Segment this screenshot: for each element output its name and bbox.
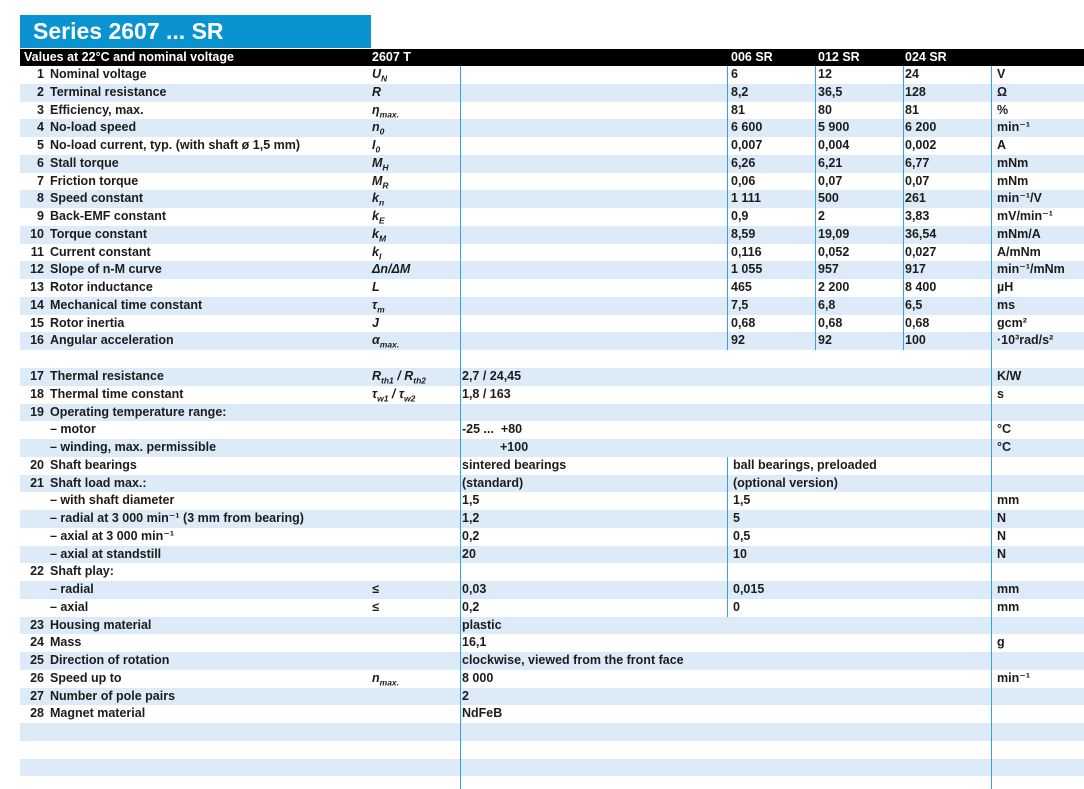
row-symbol: $\tau_{w1} / \tau_{w2}$ [372, 386, 416, 404]
row-number: 19 [30, 404, 44, 419]
row-unit: min⁻¹ [997, 120, 1030, 135]
table-row [20, 652, 1084, 670]
row-unit: µH [997, 280, 1014, 294]
row-symbol: $\tau_m$ [372, 297, 385, 315]
row-symbol: $k_M$ [372, 226, 387, 244]
row-value: 92 [818, 333, 832, 348]
row-value: 7,5 [731, 297, 749, 312]
row-value: 1 055 [731, 262, 763, 277]
row-value: 16,1 [462, 635, 487, 650]
row-value: (standard) [462, 475, 524, 490]
row-value: 6,77 [905, 155, 930, 170]
row-symbol: $n_0$ [372, 120, 385, 137]
row-label: – with shaft diameter [50, 493, 175, 508]
table-row [20, 190, 1084, 208]
row-value: 1,5 [462, 493, 480, 508]
row-value: 0,004 [818, 138, 850, 152]
row-label: – axial [50, 599, 89, 614]
header-motor-type: 2607 T [372, 50, 411, 64]
row-label: No-load current, typ. (with shaft ø 1,5 mm) [50, 138, 301, 152]
row-number: 2 [37, 84, 44, 99]
row-label: Operating temperature range: [50, 404, 227, 419]
table-row [20, 137, 1084, 155]
row-unit: A [997, 138, 1007, 152]
row-number: 5 [37, 138, 44, 152]
column-divider [727, 457, 728, 617]
row-value: 24 [905, 67, 919, 81]
row-label: Number of pole pairs [50, 688, 176, 703]
row-value: 0,116 [731, 244, 762, 259]
row-value-optional: (optional version) [733, 475, 838, 490]
row-symbol: $\alpha_{max.}$ [372, 333, 400, 350]
row-value: 0,68 [905, 315, 930, 330]
row-label: Speed constant [50, 191, 144, 206]
row-unit: % [997, 102, 1009, 117]
row-label: Speed up to [50, 670, 122, 685]
row-value-optional: 1,5 [733, 493, 751, 508]
row-unit: s [997, 386, 1004, 401]
row-value: 0,052 [818, 244, 850, 259]
row-symbol: Δn/ΔM [372, 262, 411, 277]
header-variant-024sr: 024 SR [905, 50, 947, 64]
row-value-optional: 0,015 [733, 582, 765, 596]
row-number: 25 [30, 653, 44, 667]
row-unit: min⁻¹/mNm [997, 262, 1065, 277]
table-row [20, 315, 1084, 333]
table-row [20, 173, 1084, 191]
row-unit: mm [997, 599, 1020, 614]
table-row [20, 421, 1084, 439]
column-divider [815, 66, 816, 350]
row-value: 6,8 [818, 297, 836, 312]
row-value: 5 900 [818, 120, 850, 135]
table-row [20, 155, 1084, 173]
column-divider [903, 66, 904, 350]
row-number: 13 [30, 280, 44, 294]
row-value: 6,21 [818, 155, 843, 170]
row-unit: A/mNm [997, 244, 1041, 259]
row-symbol: $I_0$ [372, 138, 381, 155]
row-label: – axial at 3 000 min⁻¹ [50, 528, 175, 543]
row-label: Nominal voltage [50, 67, 147, 81]
row-value-optional: 5 [733, 511, 740, 525]
row-unit: N [997, 528, 1007, 543]
row-symbol: $k_I$ [372, 244, 382, 261]
table-row [20, 634, 1084, 652]
table-row [20, 457, 1084, 475]
spec-table-upper [0, 66, 1084, 350]
table-row [20, 546, 1084, 564]
row-value: 0,03 [462, 582, 487, 596]
row-value: 2 200 [818, 280, 850, 294]
table-row [20, 510, 1084, 528]
row-label: Back-EMF constant [50, 209, 166, 223]
row-label: – axial at standstill [50, 546, 162, 561]
row-unit: min⁻¹/V [997, 191, 1042, 206]
row-value: 8,59 [731, 226, 756, 241]
header-conditions: Values at 22°C and nominal voltage [24, 50, 234, 64]
row-number: 22 [30, 564, 44, 579]
row-value-optional: ball bearings, preloaded [733, 457, 877, 472]
row-value: 19,09 [818, 226, 850, 241]
row-value: 36,5 [818, 84, 843, 99]
row-unit: V [997, 67, 1006, 81]
row-value: 2,7 / 24,45 [462, 369, 522, 383]
row-value: 0,07 [905, 173, 930, 188]
table-row [20, 475, 1084, 493]
row-unit: ms [997, 297, 1016, 312]
row-symbol: $\eta_{max.}$ [372, 102, 400, 119]
row-number: 14 [30, 297, 44, 312]
table-row [20, 563, 1084, 581]
row-value: 128 [905, 84, 926, 99]
column-divider [991, 66, 992, 789]
row-value: 12 [818, 67, 832, 81]
row-value: 3,83 [905, 209, 930, 223]
row-number: 4 [37, 120, 44, 135]
row-label: Shaft load max.: [50, 475, 147, 490]
page-title: Series 2607 ... SR [33, 18, 224, 44]
row-unit: N [997, 511, 1007, 525]
row-symbol: $U_N$ [372, 67, 388, 84]
header-variant-006sr: 006 SR [731, 50, 773, 64]
row-value-optional: 10 [733, 546, 747, 561]
table-row [20, 386, 1084, 404]
table-row [20, 581, 1084, 599]
row-symbol: L [372, 280, 380, 294]
row-number: 6 [37, 155, 44, 170]
row-label: Friction torque [50, 173, 139, 188]
table-row [20, 368, 1084, 386]
row-number: 28 [30, 706, 44, 721]
table-row [20, 208, 1084, 226]
row-label: – radial [50, 582, 94, 596]
row-unit: Ω [997, 84, 1008, 99]
row-value: 20 [462, 546, 476, 561]
row-symbol: $R_{th1} / R_{th2}$ [372, 369, 426, 386]
row-number: 20 [30, 457, 44, 472]
row-value: 100 [905, 333, 926, 348]
row-label: Direction of rotation [50, 653, 170, 667]
table-row [20, 599, 1084, 617]
row-label: Thermal resistance [50, 369, 164, 383]
row-number: 1 [37, 67, 44, 81]
row-value: 8 400 [905, 280, 937, 294]
table-row [20, 741, 1084, 759]
table-row [20, 66, 1084, 84]
row-value: 0,002 [905, 138, 937, 152]
row-value: 92 [731, 333, 745, 348]
row-unit: °C [997, 422, 1012, 437]
row-value: sintered bearings [462, 457, 567, 472]
row-label: Mechanical time constant [50, 297, 203, 312]
row-number: 9 [37, 209, 44, 223]
table-row [20, 332, 1084, 350]
row-value: 81 [731, 102, 745, 117]
row-value: clockwise, viewed from the front face [462, 653, 684, 667]
table-row [20, 688, 1084, 706]
row-value: 2 [818, 209, 825, 223]
row-value: 2 [462, 688, 469, 703]
row-label: Mass [50, 635, 82, 650]
row-value: 0,9 [731, 209, 749, 223]
row-label: No-load speed [50, 120, 137, 135]
row-unit: gcm² [997, 315, 1027, 330]
row-value: 0,07 [818, 173, 843, 188]
row-value: plastic [462, 617, 502, 632]
row-label: Thermal time constant [50, 386, 184, 401]
table-row [20, 705, 1084, 723]
row-unit: K/W [997, 369, 1022, 383]
row-label: – radial at 3 000 min⁻¹ (3 mm from bearing) [50, 511, 304, 525]
row-unit: °C [997, 440, 1012, 454]
table-row [20, 261, 1084, 279]
row-value-optional: 0 [733, 599, 740, 614]
table-row [20, 759, 1084, 777]
table-row [20, 244, 1084, 262]
row-number: 7 [37, 173, 44, 188]
row-symbol: ≤ [372, 599, 379, 614]
row-label: – winding, max. permissible [50, 440, 217, 454]
row-value: 0,68 [731, 315, 756, 330]
row-value-optional: 0,5 [733, 528, 751, 543]
row-label: Housing material [50, 617, 152, 632]
row-value: +100 [500, 440, 529, 454]
row-label: Shaft play: [50, 564, 114, 579]
row-value: 500 [818, 191, 839, 206]
row-label: Current constant [50, 244, 151, 259]
row-label: Rotor inductance [50, 280, 153, 294]
row-label: – motor [50, 422, 96, 437]
row-number: 10 [30, 226, 44, 241]
table-row [20, 84, 1084, 102]
table-row [20, 528, 1084, 546]
table-row [20, 119, 1084, 137]
row-value: -25 ... +80 [462, 422, 523, 437]
row-number: 3 [37, 102, 44, 117]
header-variant-012sr: 012 SR [818, 50, 860, 64]
row-number: 27 [30, 688, 44, 703]
row-unit: mNm [997, 173, 1029, 188]
table-row [20, 439, 1084, 457]
table-row [20, 404, 1084, 422]
row-symbol: $k_n$ [372, 191, 385, 208]
row-unit: mV/min⁻¹ [997, 209, 1053, 223]
row-label: Rotor inertia [50, 315, 125, 330]
column-divider [460, 66, 461, 789]
row-number: 12 [30, 262, 44, 277]
row-value: 0,027 [905, 244, 937, 259]
row-unit: mNm [997, 155, 1029, 170]
table-row [20, 670, 1084, 688]
row-value: 0,2 [462, 528, 480, 543]
row-value: 6,5 [905, 297, 923, 312]
row-value: 0,06 [731, 173, 756, 188]
row-symbol: J [372, 315, 379, 330]
row-number: 17 [30, 369, 44, 383]
row-label: Slope of n-M curve [50, 262, 162, 277]
row-symbol: $M_R$ [372, 173, 389, 190]
row-unit: mNm/A [997, 226, 1041, 241]
row-symbol: ≤ [372, 582, 379, 596]
row-value: 0,68 [818, 315, 843, 330]
row-number: 11 [30, 244, 44, 259]
row-unit: min⁻¹ [997, 670, 1030, 685]
row-value: 6 200 [905, 120, 937, 135]
row-unit: g [997, 635, 1005, 650]
table-row [20, 297, 1084, 315]
row-value: 1,2 [462, 511, 480, 525]
row-value: 36,54 [905, 226, 937, 241]
row-value: 81 [905, 102, 919, 117]
row-label: Shaft bearings [50, 457, 137, 472]
row-value: 1,8 / 163 [462, 386, 511, 401]
row-value: 1 111 [731, 191, 761, 206]
row-value: 465 [731, 280, 752, 294]
row-value: 80 [818, 102, 832, 117]
row-unit: mm [997, 582, 1020, 596]
row-value: 6 [731, 67, 738, 81]
row-number: 23 [30, 617, 44, 632]
row-value: NdFeB [462, 706, 503, 721]
table-row [20, 723, 1084, 741]
table-row [20, 617, 1084, 635]
row-unit: mm [997, 493, 1020, 508]
row-symbol: R [372, 84, 382, 99]
row-label: Efficiency, max. [50, 102, 144, 117]
row-value: 917 [905, 262, 926, 277]
column-divider [727, 66, 728, 350]
table-header-row [20, 49, 1084, 66]
row-value: 0,007 [731, 138, 763, 152]
row-symbol: $M_H$ [372, 155, 389, 173]
table-row [20, 102, 1084, 120]
table-row [20, 226, 1084, 244]
row-number: 15 [30, 315, 44, 330]
row-value: 957 [818, 262, 839, 277]
row-value: 0,2 [462, 599, 480, 614]
row-label: Angular acceleration [50, 333, 174, 348]
spec-table-lower [0, 368, 1084, 789]
row-label: Stall torque [50, 155, 119, 170]
table-row [20, 776, 1084, 789]
row-unit: ·10³rad/s² [997, 333, 1054, 348]
row-number: 21 [30, 475, 44, 490]
row-label: Terminal resistance [50, 84, 167, 99]
row-label: Magnet material [50, 706, 146, 721]
row-number: 18 [30, 386, 44, 401]
row-value: 261 [905, 191, 926, 206]
row-value: 8,2 [731, 84, 749, 99]
row-value: 6,26 [731, 155, 756, 170]
row-label: Torque constant [50, 226, 147, 241]
row-value: 8 000 [462, 670, 494, 685]
table-row [20, 492, 1084, 510]
series-title-bar [20, 15, 371, 48]
row-symbol: $k_E$ [372, 209, 385, 226]
row-number: 24 [30, 635, 44, 650]
row-number: 8 [37, 191, 44, 206]
row-unit: N [997, 546, 1007, 561]
row-number: 16 [30, 333, 44, 348]
row-number: 26 [30, 670, 44, 685]
row-value: 6 600 [731, 120, 763, 135]
table-row [20, 279, 1084, 297]
row-symbol: $n_{max.}$ [372, 670, 400, 688]
